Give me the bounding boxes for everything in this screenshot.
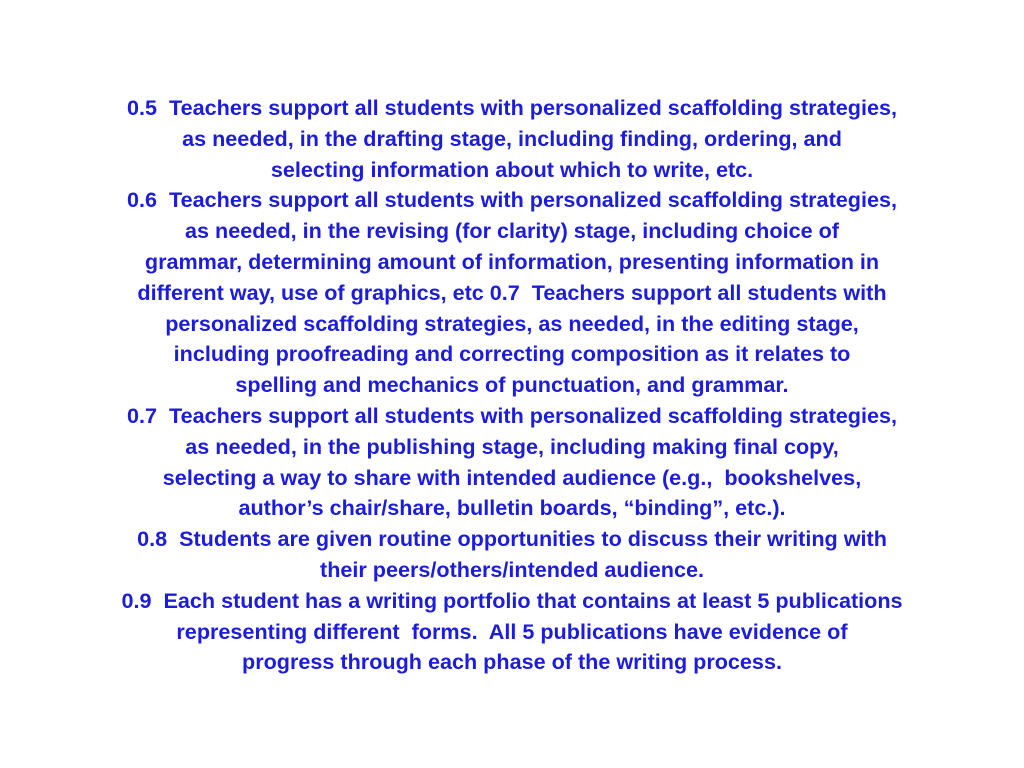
item-0-7-line-1: 0.7 Teachers support all students with personalized scaffolding strategies, [127,402,897,428]
item-0-5-line-2: as needed, in the drafting stage, including finding, ordering, and [182,125,842,151]
item-0-5-line-3: selecting information about which to write, etc. [270,156,754,182]
item-0-8-line-1: 0.8 Students are given routine opportunities to discuss their writing with [137,526,887,552]
item-0-8-line-2: their peers/others/intended audience. [320,556,704,582]
item-0-6-line-4: different way, use of graphics, etc 0.7 Teachers support all students with [137,279,887,305]
indicator-text-block [40,93,984,678]
item-0-7-line-3: selecting a way to share with intended audience (e.g., bookshelves, [162,464,862,490]
item-0-6-line-3: grammar, determining amount of information, presenting information in [144,248,880,274]
item-0-9-line-3: progress through each phase of the writing process. [242,649,782,675]
item-0-6-line-7: spelling and mechanics of punctuation, and grammar. [235,372,789,398]
item-0-6-line-1: 0.6 Teachers support all students with personalized scaffolding strategies, [127,187,897,213]
item-0-6-line-5: personalized scaffolding strategies, as needed, in the editing stage, [165,310,859,336]
item-0-6-line-6: including proofreading and correcting composition as it relates to [173,341,851,367]
item-0-5-line-1: 0.5 Teachers support all students with personalized scaffolding strategies, [127,95,897,120]
item-0-7-line-4: author’s chair/share, bulletin boards, “binding”, etc.). [238,495,786,521]
item-0-7-line-2: as needed, in the publishing stage, including making final copy, [185,433,839,459]
item-0-9-line-1: 0.9 Each student has a writing portfolio that contains at least 5 publications [121,587,903,613]
item-0-6-line-2: as needed, in the revising (for clarity) stage, including choice of [185,218,839,244]
item-0-9-line-2: representing different forms. All 5 publications have evidence of [176,618,848,644]
